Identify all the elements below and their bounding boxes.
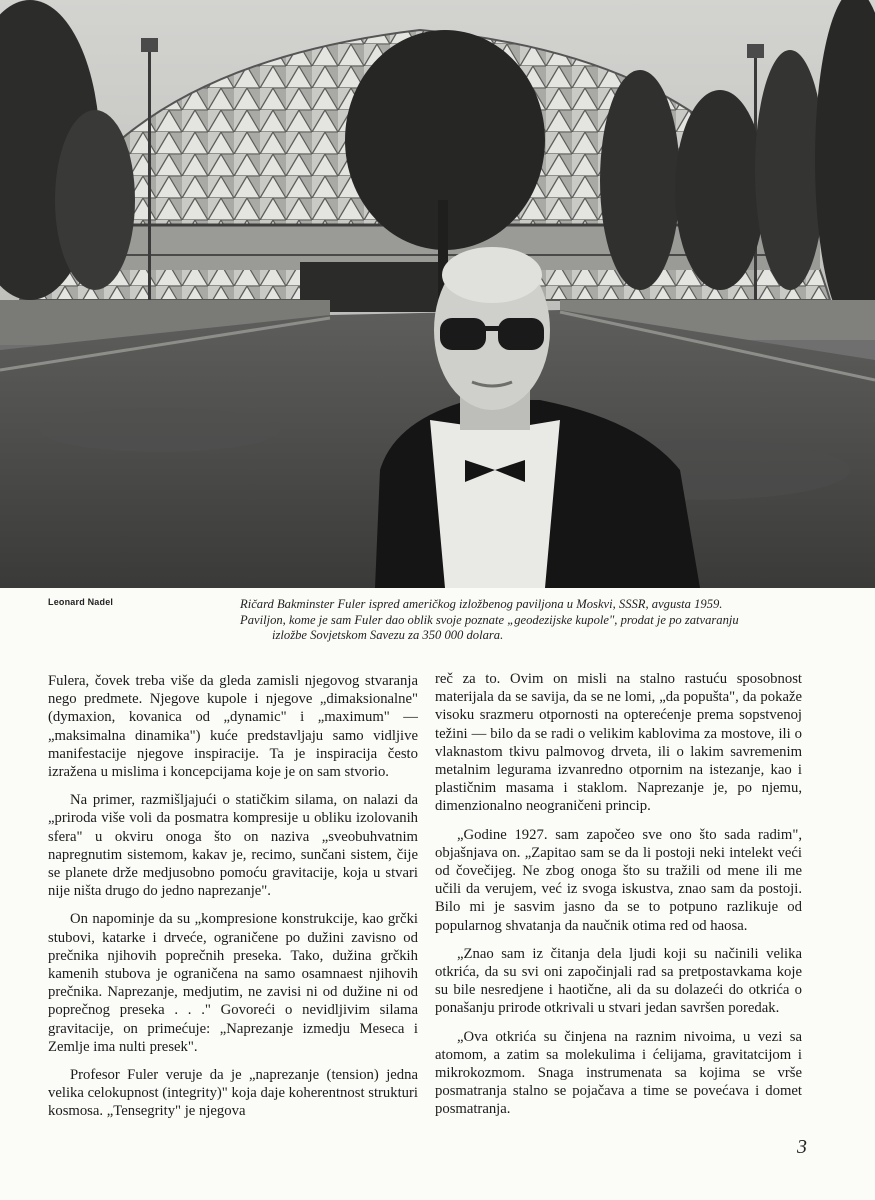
paragraph: reč za to. Ovim on misli na stalno rastuću sposobnost materijala da se savija, da se ne lomi, „da popušta", da pokaže visoku srazmeru otpornosti na opterećenje prema sopstvenoj težini — bilo da se radi o velikim kablovima za mostove, ili o vlaknastom tkivu palmovog drveta, ili o lakim savremenim metalnim legurama izvanredno otpornim na istezanje, kao i plastičnim masama i staklom. Naprezanje je, po njemu, dimenzionalno neograničeni princip. (435, 671, 802, 815)
article-column-left (48, 672, 418, 1131)
paragraph: On napominje da su „kompresione konstrukcije, kao grčki stubovi, katarke i drveće, ograničene po dužini zavisno od prečnika njihovih poprečnih preseka. Tako, dužina grčkih kamenih stubova je ograničena na samo osamnaest njihovih prečnika. Naprezanje, medjutim, ne zavisi ni od dužine ni od poprečnog preseka . . ." Govoreći o nevidljivim silama gravitacije, on primećuje: „Naprezanje izmedju Meseca i Zemlje ima nulti presek". (48, 911, 418, 1055)
article-column-right (435, 670, 802, 1129)
photo-credit: Leonard Nadel (48, 597, 114, 607)
page-number: 3 (797, 1136, 807, 1158)
caption-line: izložbe Sovjetskom Savezu za 350 000 dolara. (272, 628, 504, 642)
caption-line: Paviljon, kome je sam Fuler dao oblik svoje poznate „geodezijske kupole", prodat je po zatvaranju (240, 612, 739, 627)
paragraph: Profesor Fuler veruje da je „naprezanje (tension) jedna velika celokupnost (integrity)" koja daje koherentnost strukturi kosmosa. „Tensegrity" je njegova (48, 1067, 418, 1120)
paragraph: Fulera, čovek treba više da gleda zamisli njegovog stvaranja nego predmete. Njegove kupole i njegove „dimaksionalne" (dymaxion, kovanica od „dynamic" i „maximum" — „maksimalna dinamika") kuće predstavljaju samo vidljive manifestacije njegove inspiracije. Ta je inspiracija često izražena u mislima i koncepcijama koje je on sam stvorio. (48, 673, 418, 781)
paragraph: „Ova otkrića su činjena na raznim nivoima, u vezi sa atomom, a zatim sa molekulima i ćelijama, gravitatcijom i mikrokozmom. Snaga instrumenata sa kojima se vrše posmatranja stalno se pojačava a time se povećava i domet posmatranja. (435, 1028, 802, 1118)
photo-illustration (0, 0, 875, 588)
photograph-fuller-geodesic-dome (0, 0, 875, 588)
paragraph: „Znao sam iz čitanja dela ljudi koji su načinili velika otkrića, da su svi oni započinjali rad sa pretpostavkama koje su bile nesredjene i haotične, ali da su dolazeći do otkrića o ponašanju prirode otkrivali u stvari jedan savršen poredak. (435, 945, 802, 1017)
paragraph: „Godine 1927. sam započeo sve ono što sada radim", objašnjava on. „Zapitao sam se da li postoji neki intelekt veći od čovečijeg. Ne zbog onoga što su tražili od mene ili me učili da verujem, već iz svoga iskustva, znao sam da postoji. Bilo mi je sasvim jasno da se to potpuno razlikuje od popularnog shvatanja da naučnik otima red od haosa. (435, 826, 802, 934)
paragraph: Na primer, razmišljajući o statičkim silama, on nalazi da „priroda više voli da posmatra kompresije u obliku izolovanih sfera" u okviru onoga što on naziva „sveobuhvatnim napregnutim sistemom, kakav je, recimo, sunčani sistem, čije se planete drže medjusobno pomoću gravitacije, koja u stvari nije ništa drugo do jedno naprezanje". (48, 792, 418, 900)
photo-caption (240, 597, 840, 644)
caption-line: Ričard Bakminster Fuler ispred američkog izložbenog paviljona u Moskvi, SSSR, avgusta 1959. (240, 597, 723, 611)
